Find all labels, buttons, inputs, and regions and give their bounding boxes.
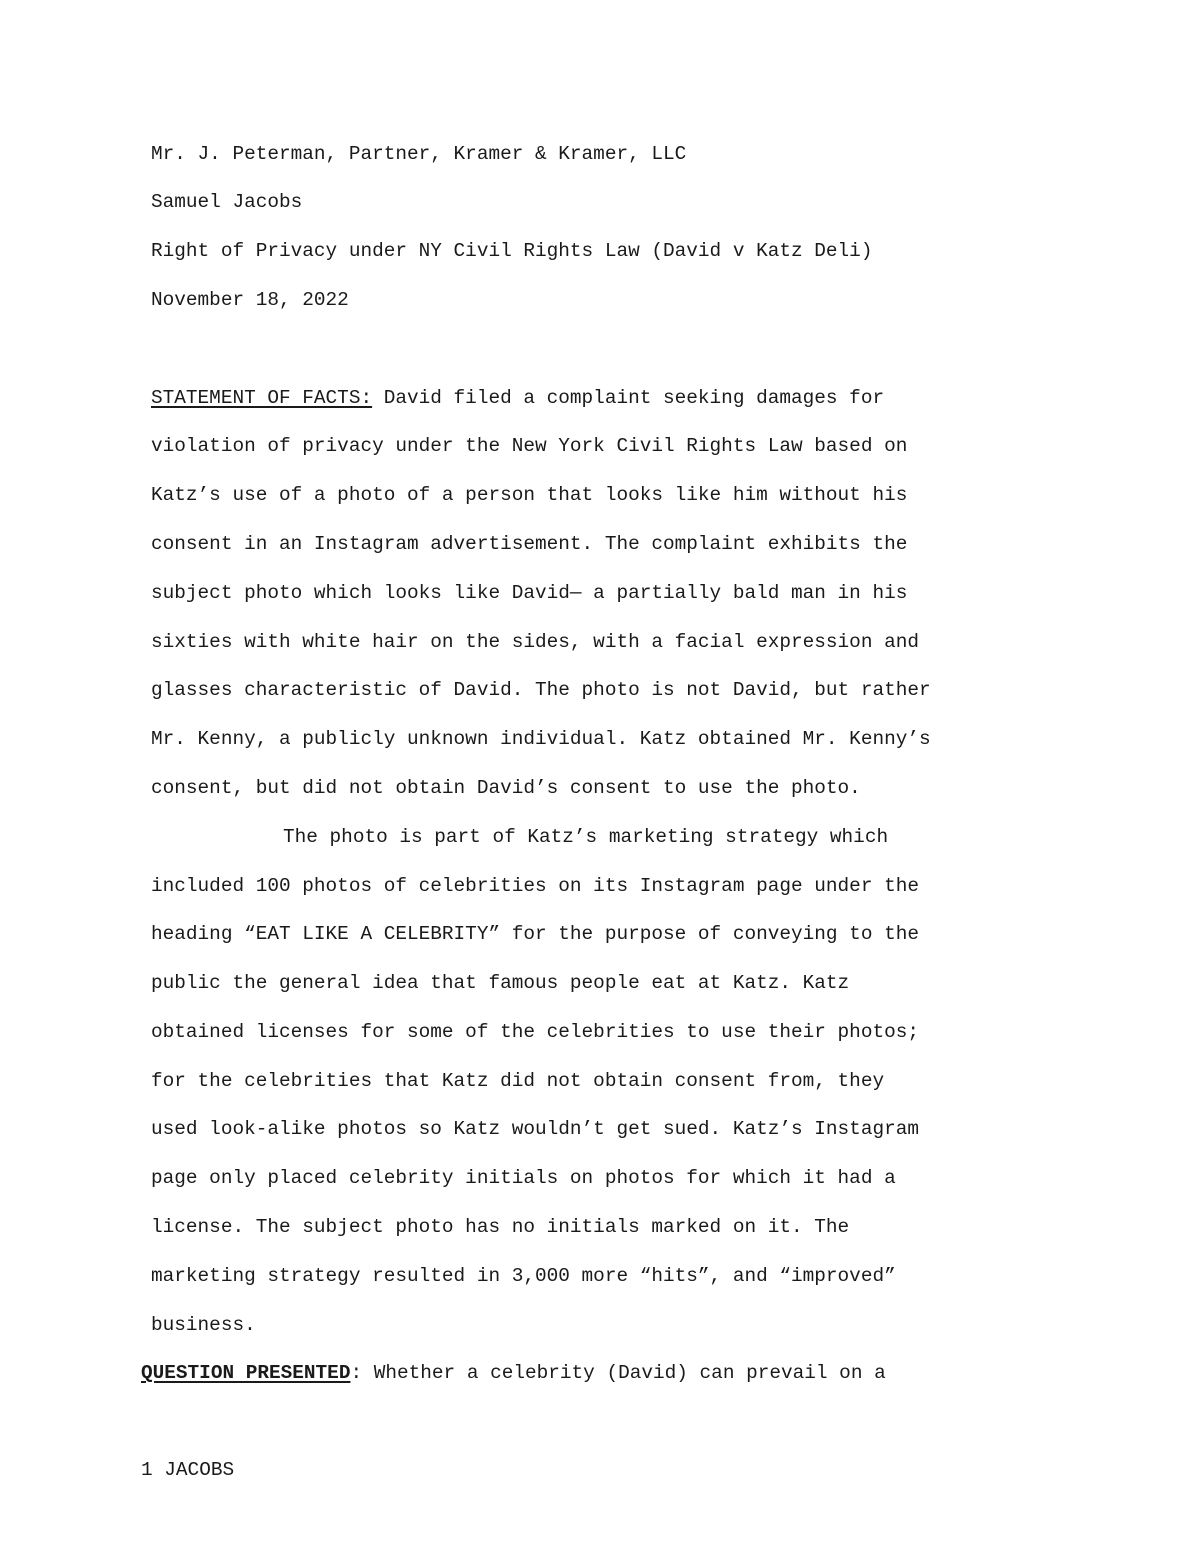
memo-date-line: November 18, 2022	[151, 289, 349, 311]
facts-line: consent in an Instagram advertisement. The complaint exhibits the	[151, 533, 908, 555]
facts-line: for the celebrities that Katz did not obtain consent from, they	[151, 1070, 885, 1092]
facts-line: sixties with white hair on the sides, with a facial expression and	[151, 631, 919, 653]
facts-heading: STATEMENT OF FACTS:	[151, 387, 373, 409]
facts-line: marketing strategy resulted in 3,000 more “hits”, and “improved”	[151, 1265, 896, 1287]
facts-line: consent, but did not obtain David’s consent to use the photo.	[151, 777, 861, 799]
facts-line: license. The subject photo has no initials marked on it. The	[151, 1216, 850, 1238]
facts-line: heading “EAT LIKE A CELEBRITY” for the purpose of conveying to the	[151, 923, 919, 945]
facts-first-line-text: David filed a complaint seeking damages for	[372, 387, 885, 409]
facts-first-line	[151, 386, 884, 410]
facts-line: Katz’s use of a photo of a person that looks like him without his	[151, 484, 908, 506]
facts-paragraph2-first-line: The photo is part of Katz’s marketing strategy which	[283, 826, 889, 848]
facts-line: Mr. Kenny, a publicly unknown individual. Katz obtained Mr. Kenny’s	[151, 728, 931, 750]
page-number: 1	[141, 1459, 153, 1481]
facts-line: glasses characteristic of David. The photo is not David, but rather	[151, 679, 931, 701]
facts-line: obtained licenses for some of the celebrities to use their photos;	[151, 1021, 919, 1043]
facts-line: page only placed celebrity initials on photos for which it had a	[151, 1167, 896, 1189]
memo-subject-line: Right of Privacy under NY Civil Rights Law (David v Katz Deli)	[151, 240, 873, 262]
memo-to-line: Mr. J. Peterman, Partner, Kramer & Kramer, LLC	[151, 143, 687, 165]
page-footer	[141, 1458, 234, 1482]
facts-line: included 100 photos of celebrities on its Instagram page under the	[151, 875, 919, 897]
facts-line: subject photo which looks like David— a partially bald man in his	[151, 582, 908, 604]
question-text: : Whether a celebrity (David) can prevail on a	[350, 1362, 886, 1384]
facts-line: public the general idea that famous people eat at Katz. Katz	[151, 972, 850, 994]
facts-line: business.	[151, 1314, 256, 1336]
question-presented-line	[141, 1361, 886, 1385]
facts-line: violation of privacy under the New York Civil Rights Law based on	[151, 435, 908, 457]
question-heading: QUESTION PRESENTED	[141, 1362, 351, 1384]
running-head: JACOBS	[164, 1459, 235, 1481]
memo-from-line: Samuel Jacobs	[151, 191, 303, 213]
facts-line: used look-alike photos so Katz wouldn’t get sued. Katz’s Instagram	[151, 1118, 919, 1140]
